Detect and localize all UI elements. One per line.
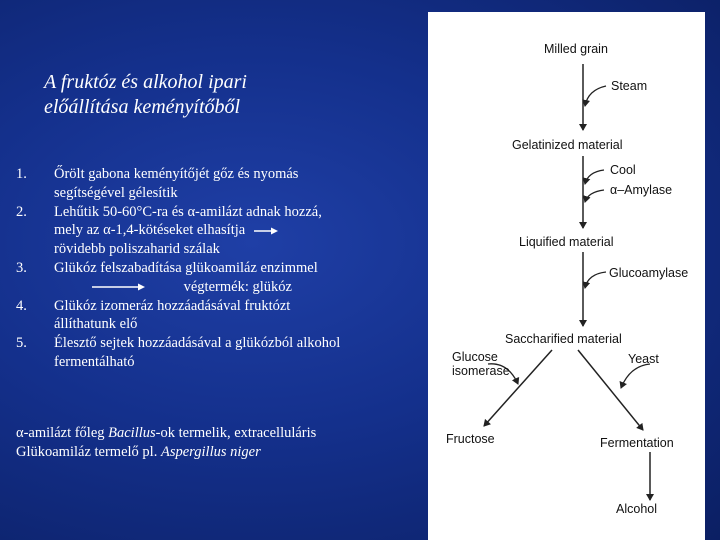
label-cool: Cool xyxy=(610,163,636,177)
flow-arrow xyxy=(585,272,606,288)
label-glucoamylase: Glucoamylase xyxy=(609,266,689,280)
step-text-line: Őrölt gabona keményítőjét gőz és nyomás xyxy=(54,166,299,182)
step-number: 5. xyxy=(16,335,27,352)
step-text-line: állíthatunk elő xyxy=(54,316,138,333)
step-text-line-with-arrow xyxy=(54,278,416,297)
title-line-1: A fruktóz és alkohol ipari xyxy=(44,71,247,93)
step-text-line-with-arrow xyxy=(54,221,416,240)
note-text: α-amilázt főleg xyxy=(16,425,109,441)
label-alpha-amylase: α–Amylase xyxy=(610,183,673,197)
process-flow-diagram xyxy=(428,12,705,540)
label-gelatinized-material: Gelatinized material xyxy=(512,138,623,152)
label-alcohol: Alcohol xyxy=(616,502,657,516)
step-number: 2. xyxy=(16,203,27,220)
step-text-line: Élesztő sejtek hozzáadásával a glükózból alkohol xyxy=(54,335,341,352)
process-steps-list xyxy=(16,165,416,372)
flow-arrow xyxy=(621,364,650,388)
label-fermentation: Fermentation xyxy=(600,436,674,450)
label-isomerase: isomerase xyxy=(452,364,510,378)
note-line-2 xyxy=(16,443,416,462)
flow-arrow xyxy=(585,170,604,184)
step-3 xyxy=(16,259,416,297)
step-text-line: Glükóz izomeráz hozzáadásával fruktózt xyxy=(54,297,291,314)
note-species: Bacillus xyxy=(108,425,156,441)
notes xyxy=(16,424,416,462)
step-text-line: végtermék: glükóz xyxy=(183,278,292,295)
label-steam: Steam xyxy=(611,79,648,93)
step-5 xyxy=(16,334,416,372)
label-glucose: Glucose xyxy=(452,350,498,364)
right-arrow-icon xyxy=(54,282,146,292)
step-4 xyxy=(16,297,416,335)
note-line-1 xyxy=(16,424,416,443)
step-text-line: rövidebb poliszaharid szálak xyxy=(54,241,220,258)
step-text-line: fermentálható xyxy=(54,353,135,370)
note-text: -ok termelik, extracelluláris xyxy=(155,425,317,441)
step-text-line: segítségével gélesítik xyxy=(54,184,178,201)
step-text-line: Glükóz felszabadítása glükoamiláz enzimmel xyxy=(54,259,318,276)
slide-title xyxy=(44,70,404,120)
note-text: Glükoamiláz termelő pl. xyxy=(16,443,161,460)
label-yeast: Yeast xyxy=(628,352,659,366)
step-number: 3. xyxy=(16,259,27,276)
label-fructose: Fructose xyxy=(446,432,495,446)
flow-arrow xyxy=(585,86,606,106)
step-text-line: mely az α-1,4-kötéseket elhasítja xyxy=(54,222,246,239)
label-liquified-material: Liquified material xyxy=(519,235,614,249)
step-number: 4. xyxy=(16,297,27,314)
right-arrow-icon xyxy=(249,226,279,236)
label-saccharified-material: Saccharified material xyxy=(505,332,622,346)
title-line-2: előállítása keményítőből xyxy=(44,96,241,118)
note-species: Aspergillus niger xyxy=(160,443,261,460)
step-text-line: Lehűtik 50-60°C-ra és α-amilázt adnak hozzá, xyxy=(54,203,322,220)
flow-arrow xyxy=(585,190,604,202)
step-1 xyxy=(16,165,416,203)
step-number: 1. xyxy=(16,166,27,182)
step-2 xyxy=(16,203,416,259)
label-milled-grain: Milled grain xyxy=(544,42,608,56)
